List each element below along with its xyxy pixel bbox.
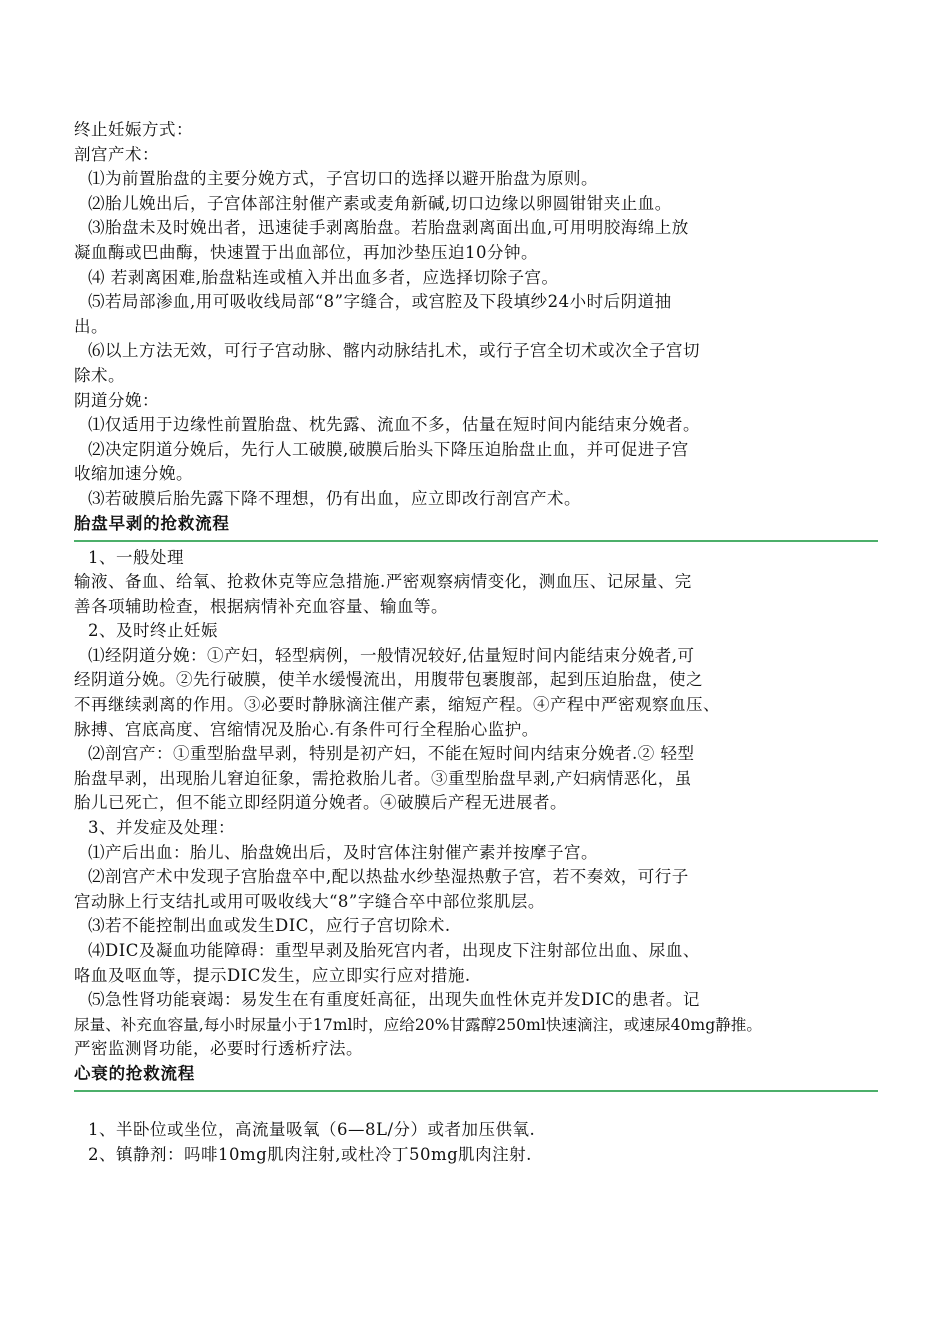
text-line: 输液、备血、给氧、抢救休克等应急措施.严密观察病情变化，测血压、记尿量、完 bbox=[74, 572, 692, 592]
text-line: 经阴道分娩。②先行破膜，使羊水缓慢流出，用腹带包裹腹部，起到压迫胎盘，使之 bbox=[74, 670, 703, 690]
text-line: ⑶若不能控制出血或发生DIC，应行子宫切除术. bbox=[88, 916, 451, 936]
text-line: ⑸若局部渗血,用可吸收线局部“8”字缝合，或宫腔及下段填纱24小时后阴道抽 bbox=[88, 292, 672, 312]
text-line: 咯血及呕血等，提示DIC发生，应立即实行应对措施. bbox=[74, 965, 471, 985]
section-divider bbox=[74, 1090, 878, 1092]
text-line: 1、半卧位或坐位，高流量吸氧（6—8L/分）或者加压供氧. bbox=[88, 1119, 536, 1139]
cesarean-subtitle: 剖宫产术： bbox=[74, 144, 159, 164]
text-line: 胎盘早剥，出现胎儿窘迫征象，需抢救胎儿者。③重型胎盘早剥,产妇病情恶化，虽 bbox=[74, 768, 692, 788]
text-line: 除术。 bbox=[74, 365, 125, 385]
text-line: 尿量、补充血容量,每小时尿量小于17ml时，应给20%甘露醇250ml快速滴注，或速尿40mg静推。 bbox=[74, 1015, 762, 1034]
text-line: ⑴经阴道分娩：①产妇，轻型病例，一般情况较好,估量短时间内能结束分娩者,可 bbox=[88, 645, 695, 665]
text-line: ⑷DIC及凝血功能障碍：重型早剥及胎死宫内者，出现皮下注射部位出血、尿血、 bbox=[88, 941, 700, 960]
text-line: ⑸急性肾功能衰竭：易发生在有重度妊高征，出现失血性休克并发DIC的患者。记 bbox=[88, 990, 700, 1010]
text-line: 收缩加速分娩。 bbox=[74, 464, 193, 484]
vaginal-delivery-subtitle: 阴道分娩： bbox=[74, 390, 159, 410]
document-page bbox=[74, 118, 894, 1167]
heart-failure-heading: 心衰的抢救流程 bbox=[74, 1063, 196, 1083]
termination-methods-title: 终止妊娠方式： bbox=[74, 120, 193, 139]
text-line: 胎儿已死亡，但不能立即经阴道分娩者。④破膜后产程无进展者。 bbox=[74, 793, 567, 813]
text-line: ⑵剖宫产：①重型胎盘早剥，特别是初产妇，不能在短时间内结束分娩者.② 轻型 bbox=[88, 744, 695, 764]
text-line: 2、镇静剂：吗啡10mg肌肉注射,或杜冷丁50mg肌肉注射. bbox=[88, 1144, 532, 1164]
text-line: ⑶胎盘未及时娩出者，迅速徒手剥离胎盘。若胎盘剥离面出血,可用明胶海绵上放 bbox=[88, 218, 689, 238]
text-line: ⑵决定阴道分娩后，先行人工破膜,破膜后胎头下降压迫胎盘止血，并可促进子宫 bbox=[88, 439, 689, 459]
text-line: 出。 bbox=[74, 316, 108, 336]
text-line: ⑵剖宫产术中发现子宫胎盘卒中,配以热盐水纱垫湿热敷子宫，若不奏效，可行子 bbox=[88, 867, 689, 887]
text-line: 3、并发症及处理： bbox=[88, 818, 235, 838]
text-line: ⑹以上方法无效，可行子宫动脉、髂内动脉结扎术，或行子宫全切术或次全子宫切 bbox=[88, 341, 700, 361]
text-line: 不再继续剥离的作用。③必要时静脉滴注催产素，缩短产程。④产程中严密观察血压、 bbox=[74, 695, 720, 715]
text-line: ⑷ 若剥离困难,胎盘粘连或植入并出血多者，应选择切除子宫。 bbox=[88, 267, 559, 287]
text-line: 2、及时终止妊娠 bbox=[88, 621, 218, 641]
text-line: 脉搏、宫底高度、宫缩情况及胎心.有条件可行全程胎心监护。 bbox=[74, 719, 539, 739]
text-line: 善各项辅助检查，根据病情补充血容量、输血等。 bbox=[74, 596, 448, 616]
text-line: ⑴为前置胎盘的主要分娩方式，子宫切口的选择以避开胎盘为原则。 bbox=[88, 169, 598, 189]
text-line: ⑴产后出血：胎儿、胎盘娩出后，及时宫体注射催产素并按摩子宫。 bbox=[88, 842, 598, 862]
placental-abruption-heading: 胎盘早剥的抢救流程 bbox=[74, 513, 230, 533]
text-line: ⑶若破膜后胎先露下降不理想，仍有出血，应立即改行剖宫产术。 bbox=[88, 488, 581, 508]
text-line: ⑵胎儿娩出后，子宫体部注射催产素或麦角新碱,切口边缘以卵圆钳钳夹止血。 bbox=[88, 193, 672, 213]
section-divider bbox=[74, 540, 878, 542]
text-line: 凝血酶或巴曲酶，快速置于出血部位，再加沙垫压迫10分钟。 bbox=[74, 242, 538, 262]
text-line: 严密监测肾功能，必要时行透析疗法。 bbox=[74, 1039, 363, 1059]
text-line: 宫动脉上行支结扎或用可吸收线大“8”字缝合卒中部位浆肌层。 bbox=[74, 891, 545, 911]
text-line: 1、一般处理 bbox=[88, 547, 184, 567]
text-line: ⑴仅适用于边缘性前置胎盘、枕先露、流血不多，估量在短时间内能结束分娩者。 bbox=[88, 415, 700, 435]
